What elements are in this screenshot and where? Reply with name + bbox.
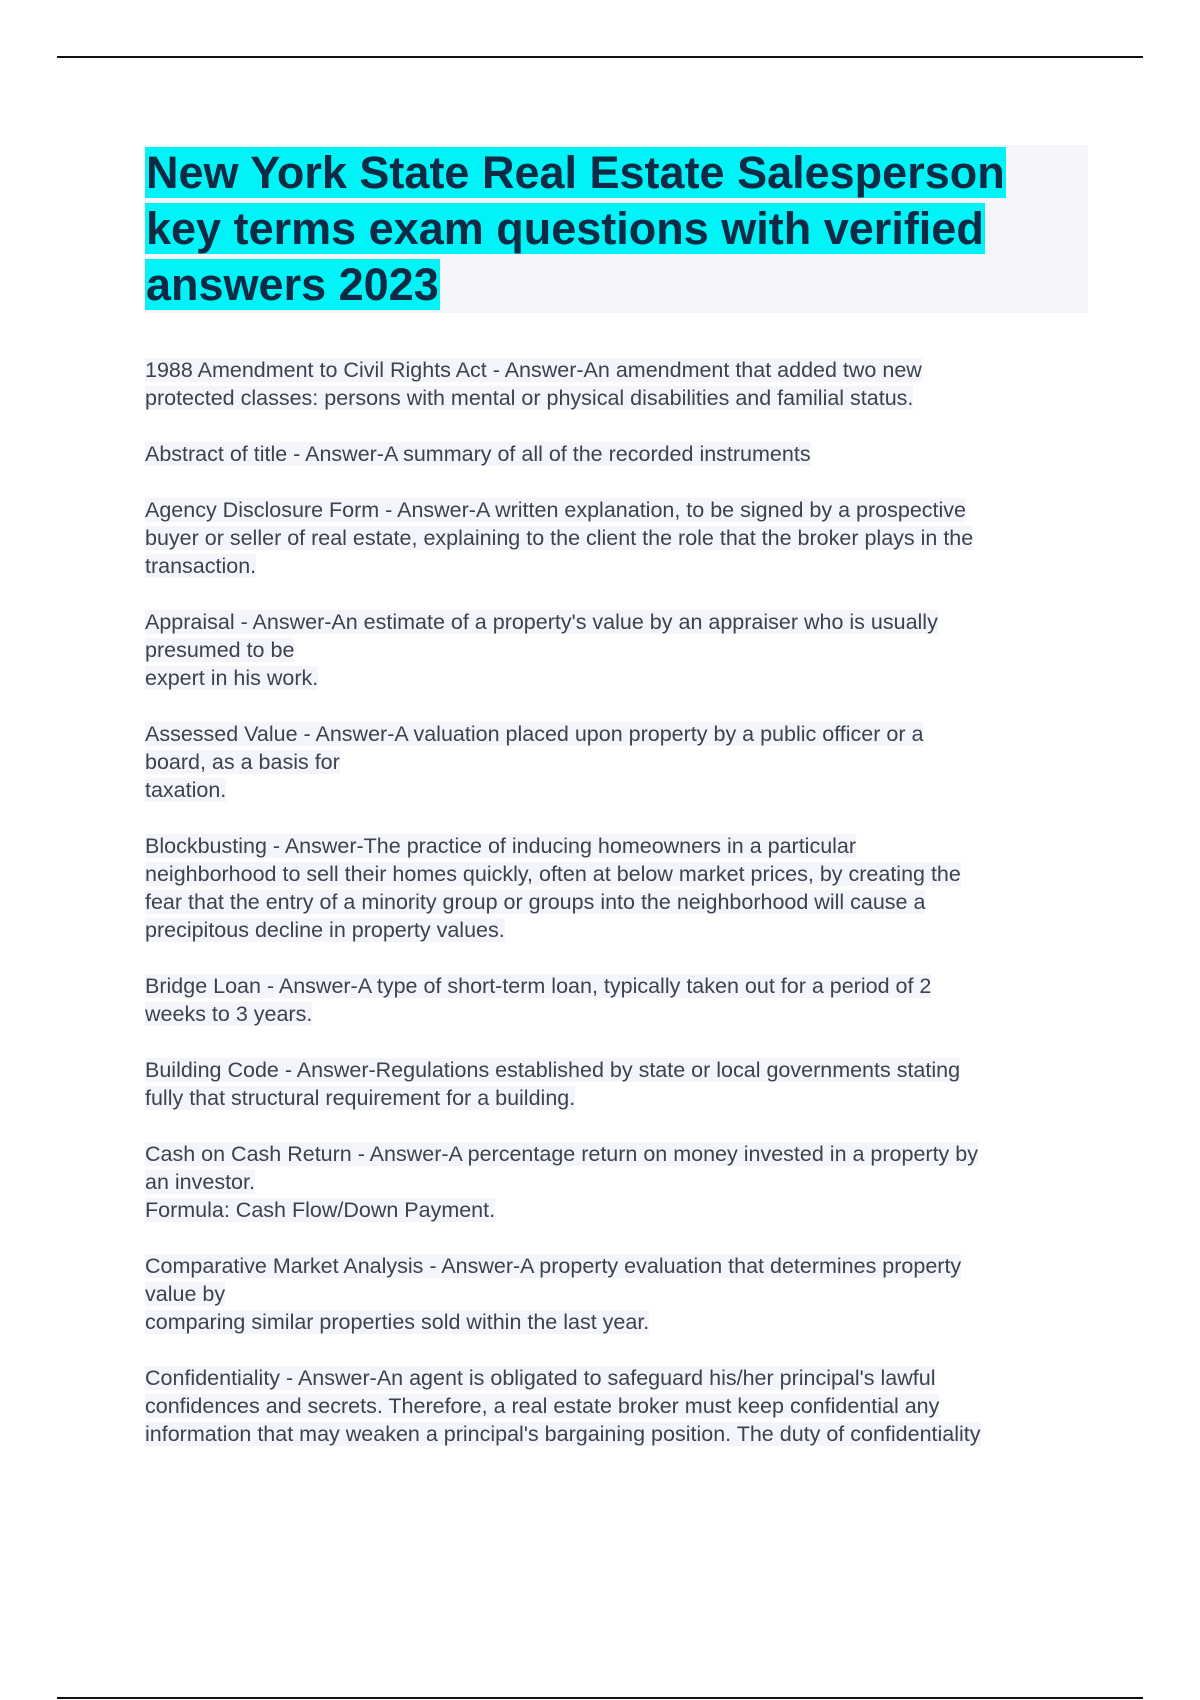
key-term-entry [145, 972, 1093, 1028]
entry-line [145, 1252, 1093, 1280]
key-term-entry [145, 1056, 1093, 1112]
entry-line [145, 1168, 1093, 1196]
entry-line-text: neighborhood to sell their homes quickly, often at below market prices, by creating the [145, 862, 961, 886]
entry-line-text: Assessed Value - Answer-A valuation placed upon property by a public officer or a [145, 722, 924, 746]
entry-line-text: fully that structural requirement for a building. [145, 1086, 576, 1110]
entry-line [145, 888, 1093, 916]
entry-line [145, 356, 1093, 384]
entry-line [145, 860, 1093, 888]
key-term-entry [145, 1140, 1093, 1224]
entry-line [145, 1084, 1093, 1112]
entry-line [145, 1308, 1093, 1336]
entry-line [145, 748, 1093, 776]
entry-line [145, 1280, 1093, 1308]
entry-line-text: comparing similar properties sold within the last year. [145, 1310, 650, 1334]
entry-line-text: Bridge Loan - Answer-A type of short-term loan, typically taken out for a period of 2 [145, 974, 932, 998]
entry-line [145, 720, 1093, 748]
title-line: key terms exam questions with verified [146, 203, 984, 254]
key-term-entry [145, 356, 1093, 412]
entry-line [145, 916, 1093, 944]
entry-line [145, 972, 1093, 1000]
entry-line-text: Confidentiality - Answer-An agent is obligated to safeguard his/her principal's lawful [145, 1366, 936, 1390]
entry-line-text: weeks to 3 years. [145, 1002, 313, 1026]
entry-line [145, 664, 1093, 692]
title-line: answers 2023 [146, 259, 439, 310]
entry-line-text: presumed to be [145, 638, 295, 662]
entry-line-text: Appraisal - Answer-An estimate of a property's value by an appraiser who is usually [145, 610, 938, 634]
entry-line-text: value by [145, 1282, 226, 1306]
entry-line [145, 1140, 1093, 1168]
entry-line-text: confidences and secrets. Therefore, a real estate broker must keep confidential any [145, 1394, 940, 1418]
entry-line [145, 524, 1093, 552]
entry-line-text: fear that the entry of a minority group or groups into the neighborhood will cause a [145, 890, 926, 914]
entry-line [145, 636, 1093, 664]
top-rule [57, 56, 1143, 58]
entry-line [145, 1196, 1093, 1224]
entry-line-text: buyer or seller of real estate, explaining to the client the role that the broker plays in the [145, 526, 974, 550]
entry-line-text: board, as a basis for [145, 750, 340, 774]
entry-line [145, 1364, 1093, 1392]
entry-line [145, 1392, 1093, 1420]
key-term-entry [145, 1252, 1093, 1336]
entry-line-text: precipitous decline in property values. [145, 918, 505, 942]
entry-line [145, 1420, 1093, 1448]
entry-line-text: expert in his work. [145, 666, 319, 690]
document-title [145, 145, 1088, 313]
entry-line-text: Building Code - Answer-Regulations established by state or local governments stating [145, 1058, 961, 1082]
entry-line [145, 384, 1093, 412]
key-term-entry [145, 832, 1093, 944]
entry-line [145, 1056, 1093, 1084]
title-line: New York State Real Estate Salesperson [146, 147, 1005, 198]
bottom-rule [57, 1697, 1143, 1699]
key-term-entry [145, 720, 1093, 804]
entry-line-text: Abstract of title - Answer-A summary of all of the recorded instruments [145, 442, 811, 466]
key-term-entry [145, 1364, 1093, 1448]
entry-line [145, 608, 1093, 636]
entry-line [145, 496, 1093, 524]
entry-line [145, 552, 1093, 580]
entry-line-text: Blockbusting - Answer-The practice of inducing homeowners in a particular [145, 834, 857, 858]
entry-line-text: taxation. [145, 778, 227, 802]
entry-line-text: transaction. [145, 554, 257, 578]
key-term-entry [145, 440, 1093, 468]
entry-line-text: Agency Disclosure Form - Answer-A written explanation, to be signed by a prospective [145, 498, 966, 522]
entry-line-text: protected classes: persons with mental or physical disabilities and familial status. [145, 386, 914, 410]
key-term-entry [145, 496, 1093, 580]
title-block [145, 145, 1088, 313]
entry-line-text: Cash on Cash Return - Answer-A percentage return on money invested in a property by [145, 1142, 978, 1166]
entry-line-text: 1988 Amendment to Civil Rights Act - Answer-An amendment that added two new [145, 358, 922, 382]
entry-line [145, 1000, 1093, 1028]
entry-line-text: Comparative Market Analysis - Answer-A property evaluation that determines property [145, 1254, 962, 1278]
entry-line [145, 440, 1093, 468]
entry-line-text: Formula: Cash Flow/Down Payment. [145, 1198, 496, 1222]
entry-line-text: information that may weaken a principal's bargaining position. The duty of confidentiality [145, 1422, 981, 1446]
entry-line [145, 776, 1093, 804]
entry-line [145, 832, 1093, 860]
entry-line-text: an investor. [145, 1170, 255, 1194]
key-terms-list [145, 356, 1093, 1476]
key-term-entry [145, 608, 1093, 692]
